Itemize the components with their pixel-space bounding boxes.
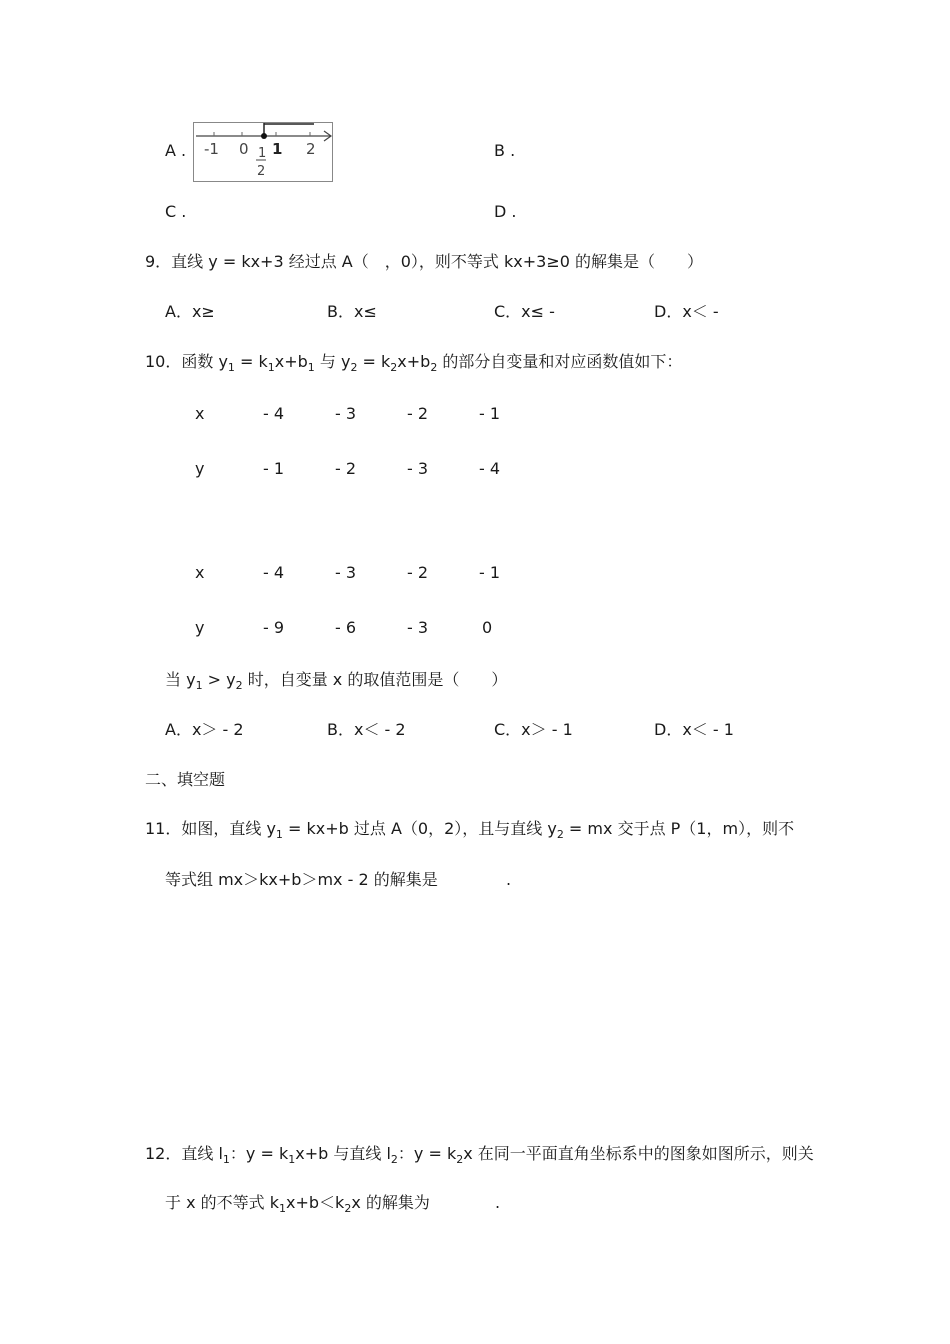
table-cell: - 9 xyxy=(263,618,285,637)
table-cell: - 3 xyxy=(407,459,429,478)
table-row-label: x xyxy=(195,404,205,423)
q8-option-a-number-line xyxy=(193,122,333,182)
section-title: 二、填空题 xyxy=(145,770,226,789)
table-row-label: y xyxy=(195,459,205,478)
number-line-solid-point xyxy=(261,133,267,139)
q8-option-d-label: D . xyxy=(494,202,517,221)
q10-condition: 当 $y_1 > y_2$ 时，自变量 x 的取值范围是（ ） xyxy=(165,670,508,692)
q9-option-d: D．x＜ - xyxy=(654,302,719,321)
table-cell: - 2 xyxy=(335,459,357,478)
q10-option-d: D．x＜ - 1 xyxy=(654,720,734,739)
table-cell: - 1 xyxy=(479,404,501,423)
q12-stem-line-1: 12．直线 $l_1$：$y = k_1x+b$ 与直线 $l_2$：$y = k_2x$ 在同一平面直角坐标系中的图象如图所示，则关 xyxy=(145,1144,814,1166)
q9-option-a: A．x≥ xyxy=(165,302,215,321)
number-line-figure xyxy=(194,123,334,183)
table-cell: - 3 xyxy=(335,404,357,423)
q11-stem-line-2: 等式组 mx＞kx+b＞mx - 2 的解集是 xyxy=(165,870,438,889)
table-row-label: y xyxy=(195,618,205,637)
fraction-numerator: 1 xyxy=(258,146,267,161)
q12-stem-line-2: 于 x 的不等式 $k_1x+b<k_2x$ 的解集为 xyxy=(165,1193,430,1215)
q10-option-c: C．x＞ - 1 xyxy=(494,720,573,739)
q8-option-c-label: C . xyxy=(165,202,187,221)
table-cell: - 4 xyxy=(263,563,285,582)
table-cell: - 3 xyxy=(407,618,429,637)
table-cell: 0 xyxy=(482,618,493,637)
tick-label: -1 xyxy=(204,140,219,158)
q12-answer-blank-end: . xyxy=(495,1193,501,1212)
table-row-label: x xyxy=(195,563,205,582)
table-cell: - 1 xyxy=(263,459,285,478)
q10-stem: 10．函数 $y_1 = k_1x+b_1$ 与 $y_2 = k_2x+b_2$ 的部分自变量和对应函数值如下： xyxy=(145,352,683,374)
table-cell: - 4 xyxy=(263,404,285,423)
fraction-denominator: 2 xyxy=(257,164,266,179)
q11-answer-blank-end: . xyxy=(506,870,512,889)
q9-stem: 9．直线 y = kx+3 经过点 A（ ，0），则不等式 kx+3≥0 的解集是（ ） xyxy=(145,252,704,271)
table-cell: - 3 xyxy=(335,563,357,582)
q9-option-b: B．x≤ xyxy=(327,302,377,321)
q9-option-c: C．x≤ - xyxy=(494,302,555,321)
q8-option-b-label: B . xyxy=(494,141,516,160)
q8-option-a-label: A . xyxy=(165,141,187,160)
tick-label: 2 xyxy=(306,140,316,158)
table-cell: - 4 xyxy=(479,459,501,478)
table-cell: - 1 xyxy=(479,563,501,582)
table-cell: - 6 xyxy=(335,618,357,637)
tick-label: 1 xyxy=(272,140,283,158)
q10-option-a: A．x＞ - 2 xyxy=(165,720,244,739)
tick-label: 0 xyxy=(239,140,249,158)
q10-option-b: B．x＜ - 2 xyxy=(327,720,406,739)
q11-stem-line-1: 11．如图，直线 $y_1 = kx+b$ 过点 A（0，2），且与直线 $y_2$ = mx 交于点 P（1，m），则不 xyxy=(145,819,795,841)
table-cell: - 2 xyxy=(407,404,429,423)
table-cell: - 2 xyxy=(407,563,429,582)
